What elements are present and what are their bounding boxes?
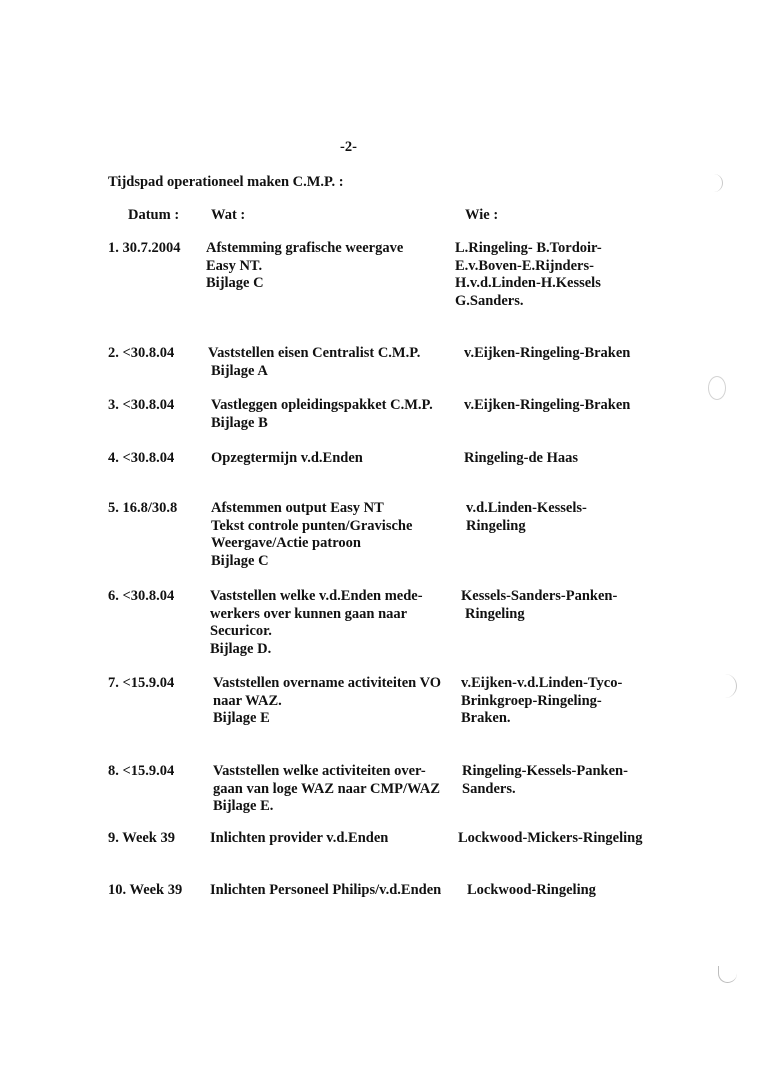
row-5-datum: 5. 16.8/30.8 bbox=[108, 500, 178, 516]
row-10-wat bbox=[210, 882, 441, 900]
wie-line: Lockwood-Ringeling bbox=[467, 882, 596, 898]
row-6-datum: 6. <30.8.04 bbox=[108, 588, 175, 604]
wat-line: Afstemmen output Easy NT bbox=[211, 500, 384, 516]
wat-line: Inlichten Personeel Philips/v.d.Enden bbox=[210, 882, 442, 898]
wat-line: Securicor. bbox=[210, 623, 272, 639]
wat-line: Vastleggen opleidingspakket C.M.P. bbox=[211, 397, 433, 413]
wat-line: Bijlage B bbox=[211, 414, 268, 431]
row-8-wat bbox=[213, 763, 440, 816]
wie-line: Ringeling bbox=[466, 517, 526, 534]
row-9-datum: 9. Week 39 bbox=[108, 830, 175, 846]
row-7-datum: 7. <15.9.04 bbox=[108, 675, 175, 691]
header-wat: Wat : bbox=[211, 207, 246, 223]
wie-line: Lockwood-Mickers-Ringeling bbox=[458, 830, 643, 846]
wie-line: Sanders. bbox=[462, 780, 516, 797]
row-5-wie bbox=[466, 500, 587, 535]
wat-line: Vaststellen welke v.d.Enden mede- bbox=[210, 588, 423, 604]
header-wie: Wie : bbox=[465, 207, 499, 223]
row-8-datum: 8. <15.9.04 bbox=[108, 763, 175, 779]
wat-line: Bijlage C bbox=[211, 552, 269, 569]
wie-line: L.Ringeling- B.Tordoir- bbox=[455, 240, 602, 256]
wie-line: G.Sanders. bbox=[455, 292, 524, 309]
wat-line: Tekst controle punten/Gravische bbox=[211, 517, 413, 534]
page-number: -2- bbox=[340, 139, 357, 155]
wie-line: H.v.d.Linden-H.Kessels bbox=[455, 275, 601, 291]
row-9-wat bbox=[210, 830, 388, 848]
wat-line: Opzegtermijn v.d.Enden bbox=[211, 450, 363, 466]
wie-line: Braken. bbox=[461, 710, 511, 726]
row-10-datum: 10. Week 39 bbox=[108, 882, 183, 898]
row-3-wie bbox=[464, 397, 630, 415]
row-4-wat bbox=[211, 450, 363, 468]
wat-line: Bijlage E bbox=[213, 710, 270, 726]
row-4-wie bbox=[464, 450, 578, 468]
row-3-wat bbox=[211, 397, 433, 432]
wie-line: v.Eijken-v.d.Linden-Tyco- bbox=[461, 675, 623, 691]
row-9-wie bbox=[458, 830, 642, 848]
wie-line: Ringeling-Kessels-Panken- bbox=[462, 763, 628, 779]
wie-line: Kessels-Sanders-Panken- bbox=[461, 588, 618, 604]
scan-mark bbox=[718, 966, 737, 983]
header-datum: Datum : bbox=[128, 207, 180, 223]
wie-line: E.v.Boven-E.Rijnders- bbox=[455, 257, 594, 274]
wat-line: Bijlage A bbox=[211, 362, 268, 379]
wie-line: Ringeling-de Haas bbox=[464, 450, 578, 466]
row-1-wat bbox=[206, 240, 403, 293]
row-2-wie bbox=[464, 345, 630, 363]
row-6-wat bbox=[210, 588, 423, 658]
row-7-wie bbox=[461, 675, 622, 728]
wat-line: Bijlage D. bbox=[210, 640, 272, 657]
wat-line: Easy NT. bbox=[206, 257, 263, 274]
wie-line: v.Eijken-Ringeling-Braken bbox=[464, 397, 631, 413]
row-8-wie bbox=[462, 763, 628, 798]
row-1-wie bbox=[455, 240, 602, 310]
scan-mark bbox=[724, 674, 737, 698]
wat-line: Vaststellen eisen Centralist C.M.P. bbox=[208, 345, 421, 361]
row-4-datum: 4. <30.8.04 bbox=[108, 450, 175, 466]
wat-line: Afstemming grafische weergave bbox=[206, 240, 404, 256]
row-6-wie bbox=[461, 588, 617, 623]
wie-line: v.Eijken-Ringeling-Braken bbox=[464, 345, 631, 361]
row-7-wat bbox=[213, 675, 441, 728]
scan-mark bbox=[712, 174, 723, 192]
wat-line: naar WAZ. bbox=[213, 692, 282, 709]
wat-line: Inlichten provider v.d.Enden bbox=[210, 830, 389, 846]
page-title: Tijdspad operationeel maken C.M.P. : bbox=[108, 174, 344, 190]
wie-line: Brinkgroep-Ringeling- bbox=[461, 692, 602, 709]
wat-line: werkers over kunnen gaan naar bbox=[210, 605, 408, 622]
scan-mark bbox=[708, 376, 726, 400]
wat-line: Bijlage E. bbox=[213, 798, 274, 814]
row-5-wat bbox=[211, 500, 412, 570]
row-3-datum: 3. <30.8.04 bbox=[108, 397, 175, 413]
wat-line: Weergave/Actie patroon bbox=[211, 535, 361, 551]
wat-line: gaan van loge WAZ naar CMP/WAZ bbox=[213, 780, 441, 797]
row-2-wat bbox=[208, 345, 420, 380]
row-1-datum: 1. 30.7.2004 bbox=[108, 240, 181, 256]
row-2-datum: 2. <30.8.04 bbox=[108, 345, 175, 361]
wat-line: Vaststellen welke activiteiten over- bbox=[213, 763, 426, 779]
row-10-wie bbox=[467, 882, 596, 900]
wat-line: Vaststellen overname activiteiten VO bbox=[213, 675, 442, 691]
wie-line: Ringeling bbox=[465, 605, 525, 622]
wat-line: Bijlage C bbox=[206, 275, 264, 291]
wie-line: v.d.Linden-Kessels- bbox=[466, 500, 587, 516]
